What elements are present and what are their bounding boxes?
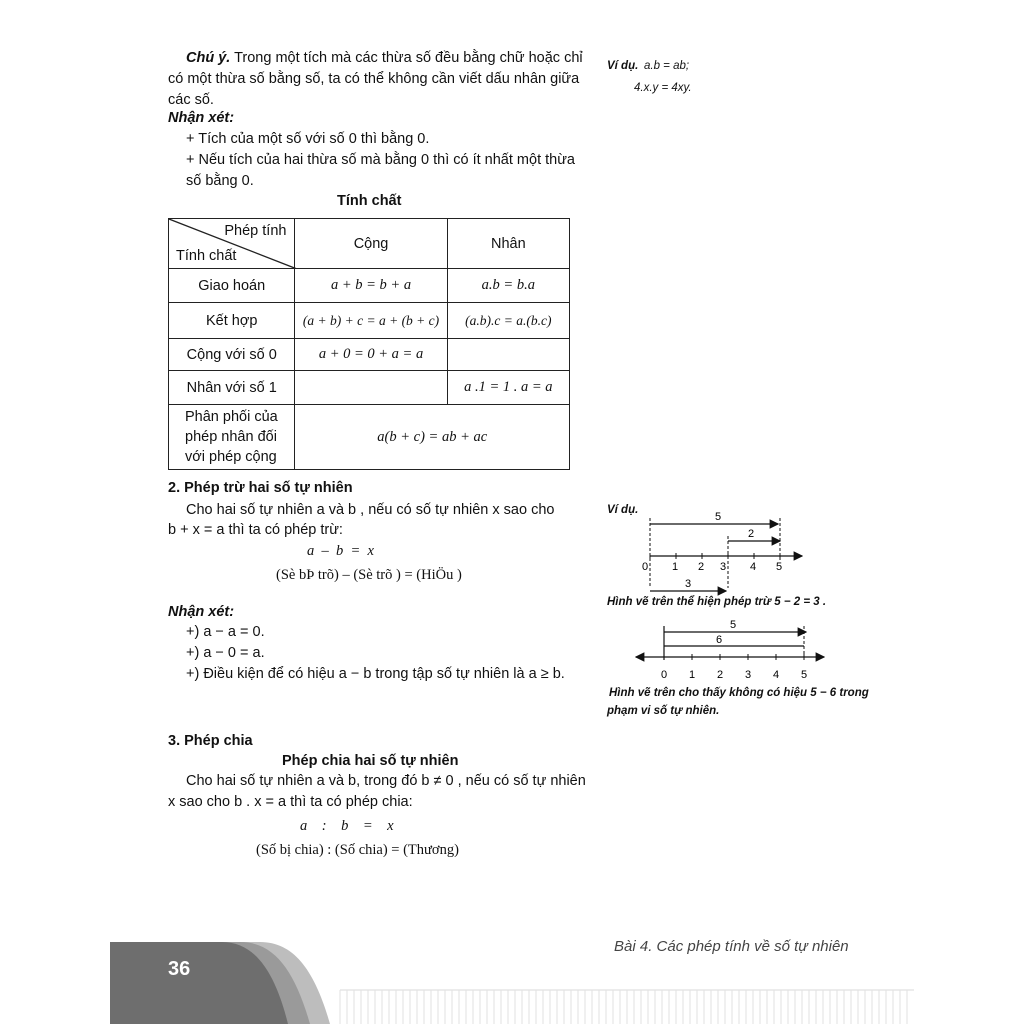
- row-name: Giao hoán: [169, 269, 295, 303]
- table-title: Tính chất: [337, 193, 402, 209]
- col-mul-header: Nhân: [447, 219, 569, 269]
- section2-remark-label: Nhận xét:: [168, 604, 235, 620]
- nl1-tick-2: 2: [698, 561, 705, 573]
- section2-heading: 2. Phép trừ hai số tự nhiên: [168, 480, 353, 496]
- row-add: [295, 371, 447, 405]
- nl2-tick-0: 0: [661, 669, 668, 681]
- nl2-tick-3: 3: [745, 669, 752, 681]
- section2-eq-top: a – b = x: [307, 543, 374, 559]
- caption1: Hình vẽ trên thể hiện phép trừ 5 − 2 = 3 .: [607, 596, 827, 608]
- row-mul: [447, 339, 569, 371]
- remark1-item2b: số bằng 0.: [186, 173, 254, 189]
- row-add: a + 0 = 0 + a = a: [295, 339, 447, 371]
- sidebar-ex1-eq1: a.b = ab;: [644, 60, 690, 72]
- sidebar-ex2-label: Ví dụ.: [607, 504, 639, 516]
- section2-r2: +) a − 0 = a.: [186, 645, 265, 661]
- dist-name-1: Phân phối của: [185, 409, 278, 425]
- row-name: Cộng với số 0: [169, 339, 295, 371]
- nl2-top-label: 5: [730, 619, 737, 631]
- remark1-item2a: + Nếu tích của hai thừa số mà bằng 0 thì có ít nhất một thừa: [186, 152, 575, 168]
- section2-intro2: b + x = a thì ta có phép trừ:: [168, 522, 343, 538]
- row-mul: a .1 = 1 . a = a: [447, 371, 569, 405]
- nl2-tick-4: 4: [773, 669, 780, 681]
- footer-band: [110, 942, 914, 1024]
- section3-eq-top: a : b = x: [300, 818, 394, 834]
- col-add-header: Cộng: [295, 219, 447, 269]
- nl1-tick-4: 4: [750, 561, 757, 573]
- remark1-item1: + Tích của một số với số 0 thì bằng 0.: [186, 131, 430, 147]
- nl1-tick-5: 5: [776, 561, 783, 573]
- properties-table: [168, 218, 570, 470]
- row-add: a + b = b + a: [295, 269, 447, 303]
- section3-eq-bottom: (Số bị chia) : (Số chia) = (Thương): [256, 842, 459, 858]
- row-mul: (a.b).c = a.(b.c): [447, 303, 569, 339]
- row-name: Kết hợp: [169, 303, 295, 339]
- nl2-tick-1: 1: [689, 669, 696, 681]
- section3-heading: 3. Phép chia: [168, 733, 253, 749]
- section3-intro2: x sao cho b . x = a thì ta có phép chia:: [168, 794, 413, 810]
- section3-intro1: Cho hai số tự nhiên a và b, trong đó b ≠ 0 , nếu có số tự nhiên: [186, 773, 586, 789]
- table-diag-header: [169, 219, 295, 269]
- nl1-tick-0: 0: [642, 561, 649, 573]
- dist-name: [169, 405, 295, 470]
- section2-intro1: Cho hai số tự nhiên a và b , nếu có số tự nhiên x sao cho: [186, 502, 555, 518]
- section2-eq-bottom: (Sè bÞ trõ) – (Sè trõ ) = (HiÖu ): [276, 567, 462, 583]
- diag-top: Phép tính: [224, 223, 287, 239]
- nl1-top-label: 5: [715, 511, 722, 523]
- number-line-2: [630, 614, 830, 682]
- page-number: 36: [168, 958, 191, 980]
- nl1-tick-3: 3: [720, 561, 727, 573]
- note-text-1: Trong một tích mà các thừa số đều bằng chữ hoặc chỉ: [234, 50, 583, 66]
- nl2-mid-label: 6: [716, 634, 723, 646]
- note-line3: các số.: [168, 92, 214, 108]
- sidebar-ex1-eq2: 4.x.y = 4xy.: [634, 82, 692, 94]
- note-label: Chú ý.: [186, 50, 231, 66]
- section2-r3: +) Điều kiện để có hiệu a − b trong tập số tự nhiên là a ≥ b.: [186, 666, 565, 682]
- note-line1: [186, 48, 583, 69]
- row-mul: a.b = b.a: [447, 269, 569, 303]
- dist-formula: a(b + c) = ab + ac: [295, 405, 570, 470]
- row-name: Nhân với số 1: [169, 371, 295, 405]
- chapter-title: Bài 4. Các phép tính về số tự nhiên: [614, 938, 849, 955]
- number-line-1: [630, 508, 810, 598]
- dist-name-2: phép nhân đối: [185, 429, 277, 445]
- section2-r1: +) a − a = 0.: [186, 624, 265, 640]
- caption2b: phạm vi số tự nhiên.: [607, 705, 720, 717]
- sidebar-ex1-label: Ví dụ.: [607, 60, 639, 72]
- remark1-label: Nhận xét:: [168, 110, 235, 126]
- section3-subheading: Phép chia hai số tự nhiên: [282, 753, 459, 769]
- nl1-bottom-label: 3: [685, 578, 692, 590]
- diag-bottom: Tính chất: [176, 248, 237, 264]
- nl2-tick-2: 2: [717, 669, 724, 681]
- dist-name-3: với phép cộng: [185, 449, 277, 465]
- nl1-mid-label: 2: [748, 528, 755, 540]
- note-line2: có một thừa số bằng số, ta có thể không cần viết dấu nhân giữa: [168, 71, 580, 87]
- nl2-tick-5: 5: [801, 669, 808, 681]
- caption2a: Hình vẽ trên cho thấy không có hiệu 5 − 6 trong: [609, 687, 869, 699]
- row-add: (a + b) + c = a + (b + c): [295, 303, 447, 339]
- nl1-tick-1: 1: [672, 561, 679, 573]
